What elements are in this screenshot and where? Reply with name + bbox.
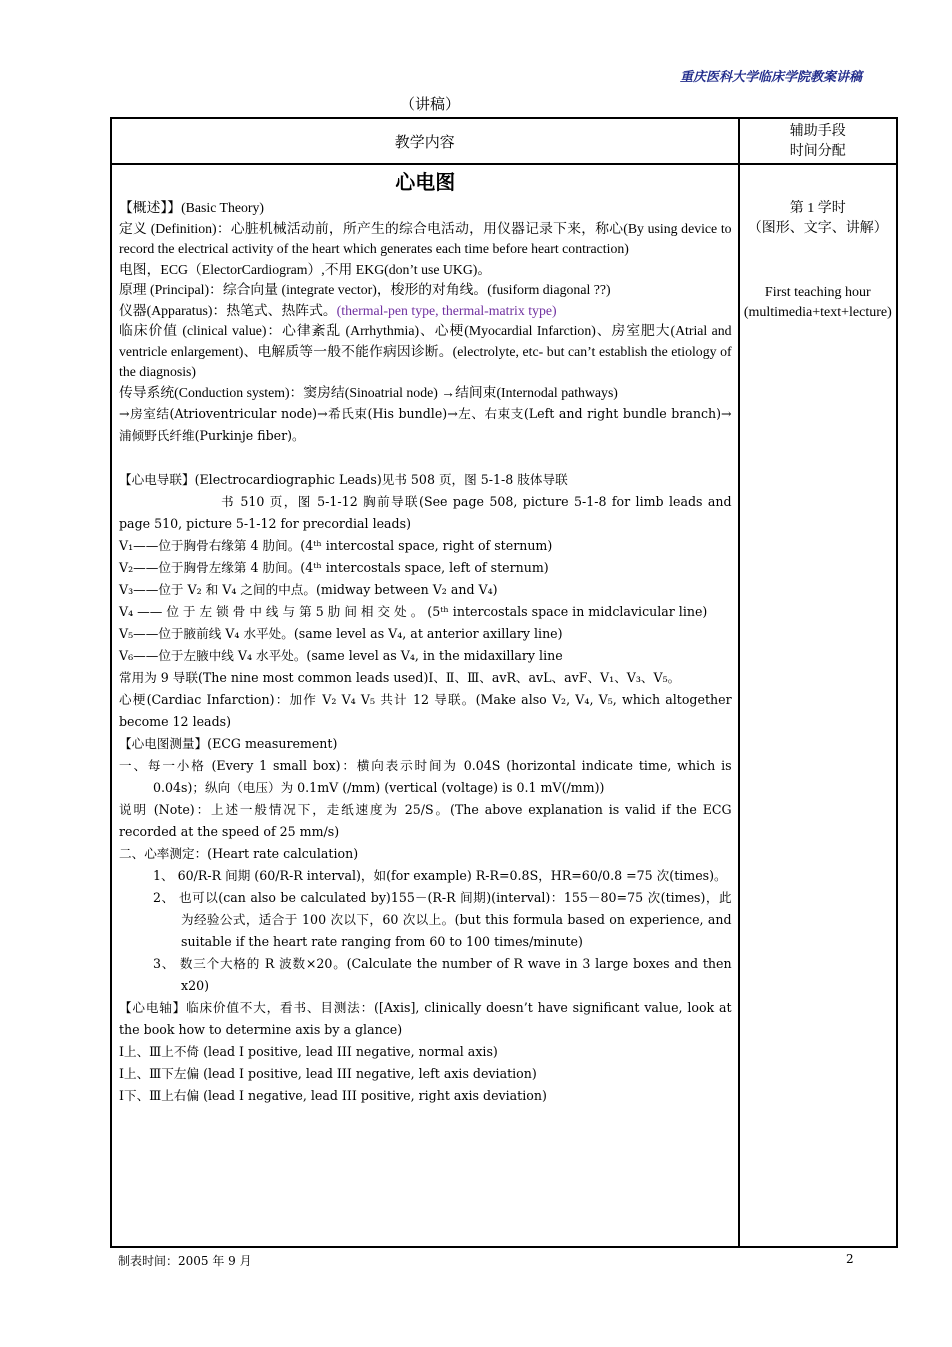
overview-heading: 【概述】】(Basic Theory)	[119, 200, 264, 215]
header-aids-label: 辅助手段	[789, 123, 846, 139]
apparatus-en: (thermal-pen type, thermal-matrix type)	[336, 302, 557, 318]
apparatus-cn: 仪器(Apparatus)：热笔式、热阵式。	[119, 302, 337, 318]
lead-v2: V₂——位于胸骨左缘第 4 肋间。(4ᵗʰ intercostals space, left of sternum)	[119, 560, 549, 575]
institution-header: 重庆医科大学临床学院教案讲稿	[679, 70, 862, 85]
heart-rate-method-1: 1、 60/R-R 间期 (60/R-R interval)，如(for example) R-R=0.8S，HR=60/0.8 =75 次(times)。	[153, 868, 727, 883]
heart-rate-method-3: 3、 数三个大格的 R 波数×20。(Calculate the number of R wave in 3 large boxes and then x20)	[153, 956, 732, 993]
header-teaching-content: 教学内容	[111, 118, 739, 164]
lecture-content	[111, 164, 739, 1247]
lead-v3: V₃——位于 V₂ 和 V₄ 之间的中点。(midway between V₂ and V₄)	[119, 582, 498, 597]
common-leads: 常用为 9 导联(The nine most common leads used)Ⅰ、Ⅱ、Ⅲ、avR、avL、avF、V₁、V₃、V₅。	[119, 670, 681, 685]
infarction-leads: 心梗(Cardiac Infarction)：加作 V₂ V₄ V₅ 共计 12 导联。(Make also V₂, V₄, V₅, which altogether become 12 leads)	[119, 692, 732, 729]
axis-heading: 【心电轴】临床价值不大，看书、目测法：([Axis], clinically doesn’t have significant value, look at the book how to determine axis by a glance)	[119, 1000, 732, 1037]
heart-rate-heading: 二、心率测定：(Heart rate calculation)	[119, 846, 359, 861]
lecture-table	[110, 117, 898, 1248]
apparatus-paragraph	[119, 301, 732, 322]
leads-heading: 【心电导联】(Electrocardiographic Leads)见书 508 页，图 5-1-8 肢体导联	[119, 472, 568, 487]
conduction-paragraph: 传导系统(Conduction system)：窦房结(Sinoatrial node) →结间束(Internodal pathways)	[119, 384, 618, 400]
clinical-value-paragraph: 临床价值 (clinical value)：心律紊乱 (Arrhythmia)、心梗(Myocardial Infarction)、房室肥大(Atrial and ventricle enlargement)、电解质等一般不能作病因诊断。(electrolyte, etc- but can’t establish the etiology of the diagnosis)	[119, 323, 732, 379]
spacer	[119, 447, 732, 469]
axis-right-deviation: Ⅰ下、Ⅲ上右偏 (lead I negative, lead III positive, right axis deviation)	[119, 1088, 547, 1103]
teaching-hour-cn: 第 1 学时	[789, 201, 846, 216]
header-aids-time	[739, 118, 897, 164]
teaching-aids-cn: （图形、文字、讲解）	[747, 221, 888, 236]
measurement-small-box: 一、每一小格 (Every 1 small box)：横向表示时间为 0.04S (horizontal indicate time, which is 0.04s)；纵向（电压）为 0.1mV (/mm) (vertical (voltage) is 0.1 mV(/mm))	[119, 758, 732, 795]
definition-paragraph: 定义 (Definition)：心脏机械活动前，所产生的综合电活动，用仪器记录下来，称心(By using device to record the electrical activity of the heart which generates each time before heart contraction)	[119, 220, 732, 256]
header-time-label: 时间分配	[789, 143, 846, 159]
lead-v4: V₄ —— 位 于 左 锁 骨 中 线 与 第 5 肋 间 相 交 处 。 (5ᵗʰ intercostals space in midclavicular line)	[119, 604, 708, 619]
aids-time-column	[739, 164, 897, 1247]
lecture-title: 心电图	[395, 170, 456, 194]
axis-normal: Ⅰ上、Ⅲ上不倚 (lead I positive, lead III negative, normal axis)	[119, 1044, 498, 1059]
axis-left-deviation: Ⅰ上、Ⅲ下左偏 (lead I positive, lead III negative, left axis deviation)	[119, 1066, 537, 1081]
made-date: 制表时间：2005 年 9 月	[118, 1254, 252, 1268]
lead-v6: V₆——位于左腋中线 V₄ 水平处。(same level as V₄, in the midaxillary line	[119, 648, 563, 663]
principle-paragraph: 原理 (Principal)：综合向量 (integrate vector)，梭形的对角线。(fusiform diagonal ??)	[119, 282, 611, 297]
conduction-continuation: →房室结(Atrioventricular node)→希氏束(His bundle)→左、右束支(Left and right bundle branch)→浦倾野氏纤维(Purkinje fiber)。	[119, 406, 732, 443]
page-number: 2	[846, 1252, 854, 1266]
measurement-note: 说明 (Note)：上述一般情况下，走纸速度为 25/S。(The above explanation is valid if the ECG recorded at the speed of 25 mm/s)	[119, 802, 732, 839]
heart-rate-method-2: 2、 也可以(can also be calculated by)155－(R-R 间期)(interval)：155－80=75 次(times)，此为经验公式，适合于 100 次以下，60 次以上。(but this formula based on experience, and suitable if the heart rate ranging from 60 to 100 times/minute)	[153, 890, 732, 949]
lead-v5: V₅——位于腋前线 V₄ 水平处。(same level as V₄, at anterior axillary line)	[119, 626, 563, 641]
document-type-label: （讲稿）	[399, 95, 460, 113]
leads-heading-continuation: 书 510 页，图 5-1-12 胸前导联(See page 508, picture 5-1-8 for limb leads and page 510, picture 5-1-12 for precordial leads)	[119, 494, 732, 531]
definition-continuation: 电图，ECG（ElectorCardiogram）,不用 EKG(don’t use UKG)。	[119, 261, 492, 277]
measurement-heading: 【心电图测量】(ECG measurement)	[119, 736, 338, 751]
teaching-hour-en: First teaching hour (multimedia+text+lecture)	[743, 285, 892, 320]
lead-v1: V₁——位于胸骨右缘第 4 肋间。(4ᵗʰ intercostal space, right of sternum)	[119, 538, 553, 553]
